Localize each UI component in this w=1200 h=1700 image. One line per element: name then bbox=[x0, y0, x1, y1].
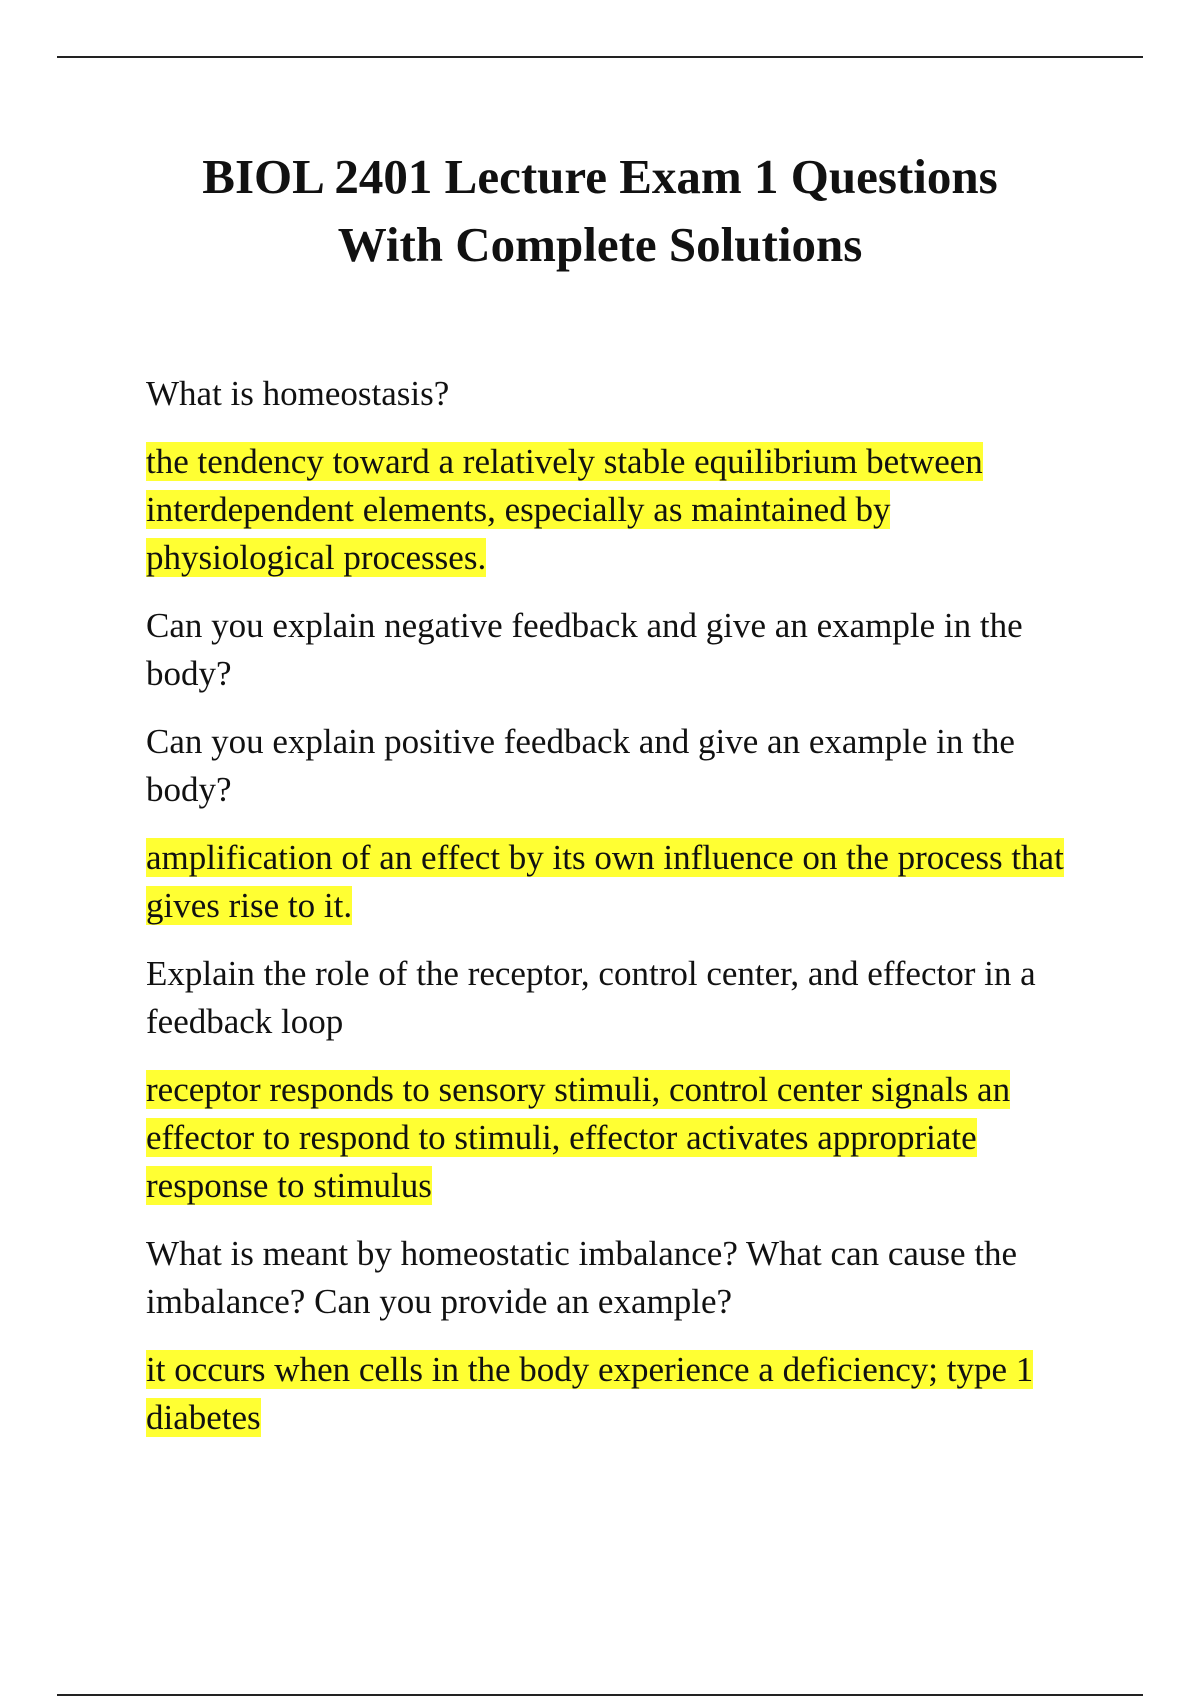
answer-5: it occurs when cells in the body experience a deficiency; type 1 diabetes bbox=[146, 1350, 1034, 1437]
question-text bbox=[146, 370, 1086, 418]
question-2: Can you explain negative feedback and give an example in the body? bbox=[146, 606, 1023, 693]
question-4: Explain the role of the receptor, control center, and effector in a feedback loop bbox=[146, 954, 1036, 1041]
title-line-2: With Complete Solutions bbox=[337, 217, 863, 272]
top-rule bbox=[57, 56, 1143, 58]
answer-text bbox=[146, 1066, 1086, 1210]
question-text bbox=[146, 718, 1086, 814]
bottom-rule bbox=[57, 1694, 1143, 1696]
title-line-1: BIOL 2401 Lecture Exam 1 Questions bbox=[202, 149, 998, 204]
question-3: Can you explain positive feedback and give an example in the body? bbox=[146, 722, 1015, 809]
answer-3: amplification of an effect by its own influence on the process that gives rise to it. bbox=[146, 838, 1064, 925]
question-text bbox=[146, 1230, 1086, 1326]
question-1: What is homeostasis? bbox=[146, 374, 450, 413]
answer-text bbox=[146, 834, 1086, 930]
document-title bbox=[100, 143, 1100, 279]
question-5: What is meant by homeostatic imbalance? What can cause the imbalance? Can you provide an example? bbox=[146, 1234, 1018, 1321]
answer-text bbox=[146, 1346, 1086, 1442]
question-text bbox=[146, 950, 1086, 1046]
answer-text bbox=[146, 438, 1086, 582]
question-text bbox=[146, 602, 1086, 698]
answer-4: receptor responds to sensory stimuli, control center signals an effector to respond to stimuli, effector activates appropriate response to stimulus bbox=[146, 1070, 1011, 1205]
answer-1: the tendency toward a relatively stable equilibrium between interdependent elements, especially as maintained by physiological processes. bbox=[146, 442, 983, 577]
qa-list bbox=[146, 370, 1086, 1462]
